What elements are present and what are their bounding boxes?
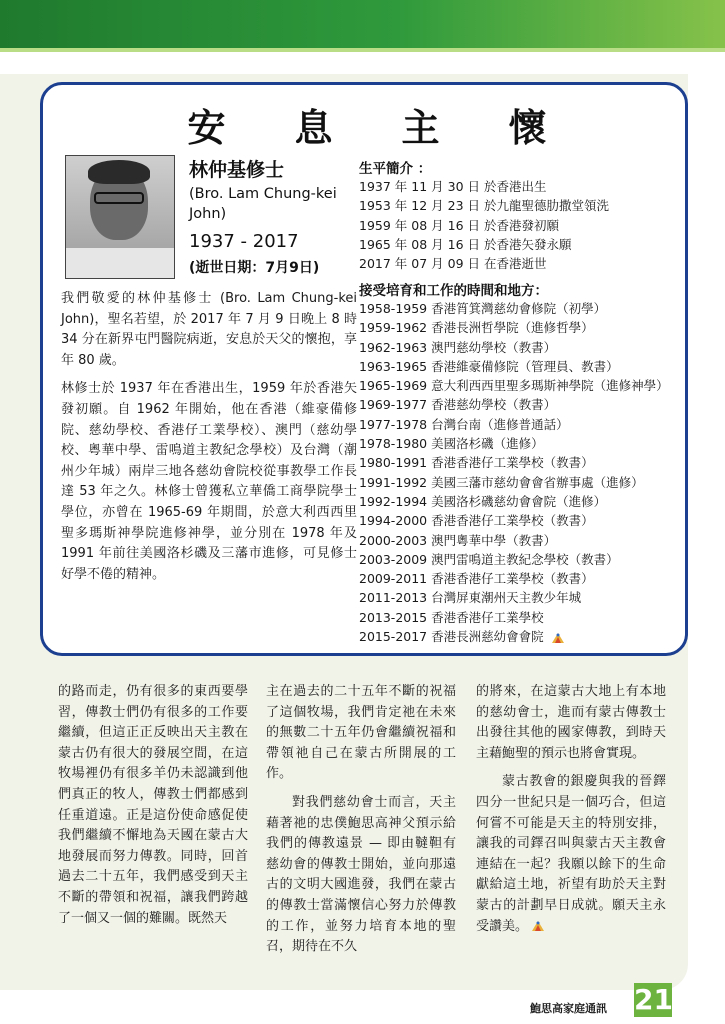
training-item: 1958-1959 香港筲箕灣慈幼會修院（初學） [359,301,607,316]
intro-paragraph: 林修士於 1937 年在香港出生，1959 年於香港矢發初願。自 1962 年開始，他在香港（維豪備修院、慈幼學校、香港仔工業學校）、澳門（慈幼學校、粵華中學、雷鳴道主教紀念學校）及台灣（潮州少年城）兩岸三地各慈幼會院校從事教學工作長達 53 年之久。林修士曾獲私立華僑工商學院學士學位，亦曾在 1965-69 年期間，於意大利西西里聖多瑪斯神學院進修神學，並分別在 1978 年及 1991 年前往美國洛杉磯及三藩市進修，可見修士好學不倦的精神。 [61,381,357,582]
training-item: 1994-2000 香港香港仔工業學校（教書） [359,513,594,529]
intro-text [61,289,357,593]
training-item: 1980-1991 香港香港仔工業學校（教書） [359,455,594,471]
training-item: 2011-2013 台灣屏東潮州天主教少年城 [359,590,582,606]
top-banner [0,0,725,48]
portrait-photo [65,155,175,279]
training-item: 1959-1962 香港長洲哲學院（進修哲學） [359,320,594,336]
death-date: (逝世日期：7月9日) [189,260,320,276]
intro-paragraph: 我們敬愛的林仲基修士 (Bro. Lam Chung-kei John)，聖名若望，於 2017 年 7 月 9 日晚上 8 時 34 分在新界屯門醫院病逝，安息於天父的懷抱，享年 80 歲。 [61,291,357,368]
bio-item: 1937 年 11 月 30 日 於香港出生 [359,179,547,194]
person-name: 林仲基修士 [189,159,285,181]
training-item: 2015-2017 香港長洲慈幼會會院 [359,629,544,645]
article-column-3 [476,682,666,945]
training-heading: 接受培育和工作的時間和地方： [359,283,548,299]
obituary-card [40,82,688,656]
training-item: 1992-1994 美國洛杉磯慈幼會會院（進修） [359,493,607,509]
training-item: 1963-1965 香港維豪備修院（管理員、教書） [359,358,619,374]
training-item: 1962-1963 澳門慈幼學校（教書） [359,339,557,355]
training-item: 1965-1969 意大利西西里聖多瑪斯神學院（進修神學） [359,378,669,394]
bio-list [359,177,679,273]
title-char: 息 [294,106,333,150]
title-char: 主 [401,106,440,150]
article-paragraph: 蒙古教會的銀慶與我的晉鐸四分一世紀只是一個巧合，但這何嘗不可能是天主的特別安排，讓我的司鐸召叫與蒙古天主教會連結在一起？我願以餘下的生命獻給這土地，祈望有助於天主對蒙古的計劃早日成就。願天主永受讚美。 [476,774,666,934]
salesian-emblem-icon [550,631,566,645]
training-item: 2000-2003 澳門粵華中學（教書） [359,532,557,548]
bio-item: 1959 年 08 月 16 日 於香港發初願 [359,217,559,233]
person-name-english: (Bro. Lam Chung-kei John) [189,186,337,222]
bio-item: 1953 年 12 月 23 日 於九龍聖德肋撒堂領洗 [359,198,609,214]
bio-heading: 生平簡介 ： [359,161,432,177]
bio-item: 1965 年 08 月 16 日 於香港矢發永願 [359,236,572,252]
training-list [359,299,679,646]
article-column-1 [58,682,248,937]
title-char: 懷 [508,106,547,150]
training-item: 1991-1992 美國三藩市慈幼會會省辦事處（進修） [359,474,644,490]
training-item: 2009-2011 香港香港仔工業學校（教書） [359,571,594,587]
article-column-2 [266,682,456,966]
article-paragraph-with-icon [476,772,666,937]
training-item: 1978-1980 美國洛杉磯（進修） [359,436,544,452]
salesian-emblem-icon [530,919,546,933]
article-columns [58,682,672,982]
article-paragraph: 的將來，在這蒙古大地上有本地的慈幼會士，進而有蒙古傳教士出發往其他的國家傳教，到時天主藉鮑聖的預示也將會實現。 [476,684,666,761]
training-item: 2013-2015 香港香港仔工業學校 [359,609,544,625]
person-years: 1937 - 2017 [189,231,299,252]
training-item: 2003-2009 澳門雷鳴道主教紀念學校（教書） [359,551,619,567]
training-item: 1977-1978 台灣台南（進修普通話） [359,416,569,432]
training-item: 1969-1977 香港慈幼學校（教書） [359,397,557,413]
article-paragraph: 對我們慈幼會士而言，天主藉著祂的忠僕鮑思高神父預示給我們的傳教遠景 — 即由韃靼有慈幼會的傳教士開始，並向那遠古的文明大國進發，我們在蒙古的傳教士當滿懷信心努力於傳教的工作，並努力培育本地的聖召，期待在不久 [266,794,456,955]
publication-name: 鮑思高家庭通訊 [530,1002,607,1015]
page-title [43,97,691,150]
top-banner-stripe [0,48,725,52]
bio-item: 2017 年 07 月 09 日 在香港逝世 [359,256,547,272]
title-char: 安 [187,106,226,150]
article-paragraph: 主在過去的二十五年不斷的祝福了這個牧場，我們肯定祂在未來的無數二十五年仍會繼續祝福和帶領祂自己在蒙古所開展的工作。 [266,684,456,782]
page-number: 21 [634,983,673,1016]
article-paragraph: 的路而走，仍有很多的東西要學習，傳教士們仍有很多的工作要繼續，但這正正反映出天主教在蒙古仍有很大的發展空間，在這牧場裡仍有很多羊仍未認識到他們真正的牧人，傳教士們都感到任重道遠。正是這份使命感促使我們繼續不懈地為天國在蒙古大地發展而努力傳教。同時，回首過去二十五年，我們感受到天主不斷的帶領和祝福，讓我們跨越了一個又一個的難關。既然天 [58,684,248,926]
